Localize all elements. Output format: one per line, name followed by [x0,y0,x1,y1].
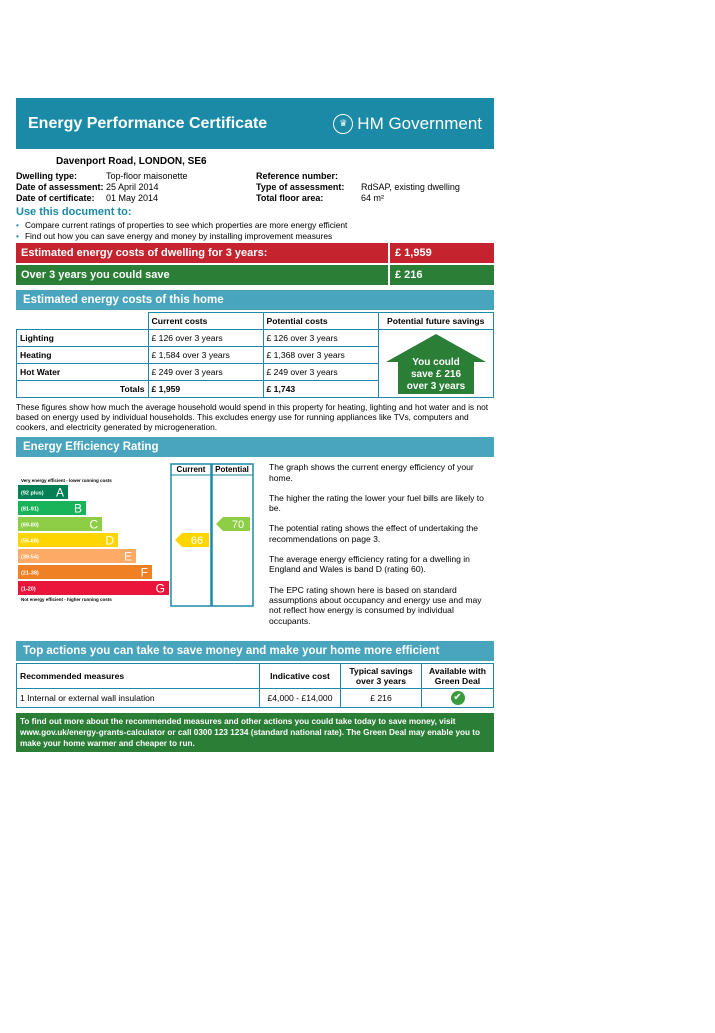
savings-header: Typical savings over 3 years [341,663,422,688]
hm-government-logo [333,114,482,134]
future-savings-header: Potential future savings [378,313,494,330]
costs-table [16,312,494,398]
measure-savings: £ 216 [341,688,422,707]
cost-header: Indicative cost [260,663,341,688]
assessment-date-label: Date of assessment: [16,182,104,192]
use-document-title: Use this document to: [16,206,132,218]
certificate-header [16,98,494,149]
estimated-costs-bar [16,243,494,263]
estimated-costs-label: Estimated energy costs of dwelling for 3 years: [16,243,388,263]
band-range: (81-91) [21,506,39,513]
potential-rating-value: 70 [231,519,245,532]
certificate-title: Energy Performance Certificate [28,114,268,132]
property-address: Davenport Road, LONDON, SE6 [56,156,207,167]
footer-note: To find out more about the recommended measures and other actions you could take today to save money, visit www.gov.uk/energy-grants-calculator or call 0300 123 1234 (standard national rate). The Green Deal may enable you to make your home warmer and cheaper to run. [16,713,494,752]
brand-name: HM Government [357,113,482,133]
list-item: • Find out how you can save energy and money by installing improvement measures [16,231,494,241]
measure-cost: £4,000 - £14,000 [260,688,341,707]
band-range: (69-80) [21,522,39,529]
band-range: (92 plus) [21,490,44,497]
epc-document [16,98,494,752]
certificate-date-value: 01 May 2014 [106,193,159,203]
band-letter: D [105,533,114,548]
potential-savings-value: £ 216 [390,265,494,285]
total-current: £ 1,959 [148,381,263,398]
assessment-type-value: RdSAP, existing dwelling [361,182,460,192]
dwelling-type-label: Dwelling type: [16,171,78,181]
band-letter: E [123,549,132,564]
costs-note: These figures show how much the average household would spend in this property for heating, lighting and hot water and is not based on energy used by individual households. This excludes energy use for running appliances like TVs, computers and cookers, and electricity generated by microgeneration. [16,402,489,433]
eer-paragraph: The higher the rating the lower your fuel bills are likely to be. [269,492,484,514]
totals-label: Totals [17,381,149,398]
savings-line-3: over 3 years [406,380,465,392]
table-row: Hot Water £ 249 over 3 years £ 249 over 3 years [17,364,494,381]
potential-savings-label: Over 3 years you could save [16,265,388,285]
list-item: • Compare current ratings of properties to see which properties are more energy efficient [16,220,494,230]
band-letter: B [73,501,82,516]
band-letter: G [155,581,165,596]
eer-paragraph: The average energy efficiency rating for a dwelling in England and Wales is band D (rating 60). [269,554,470,575]
potential-costs-header: Potential costs [263,313,378,330]
table-row: Heating £ 1,584 over 3 years £ 1,368 over 3 years [17,347,494,364]
potential-column-label: Potential [215,465,249,475]
bottom-caption: Not energy efficient - higher running costs [21,597,112,603]
eer-paragraph: The EPC rating shown here is based on standard assumptions about occupancy and energy use and may not reflect how energy is consumed by individual occupants. [269,584,482,626]
use-document-list [16,220,494,241]
costs-section-title: Estimated energy costs of this home [16,290,494,310]
potential-column [212,464,253,606]
assessment-type-label: Type of assessment: [256,182,345,192]
floor-area-label: Total floor area: [256,193,324,203]
dwelling-type-value: Top-floor maisonette [106,171,188,181]
reference-number-value [361,171,491,181]
eer-explanation [269,462,494,636]
current-rating-value: 66 [190,535,204,548]
measures-header: Recommended measures [17,663,260,688]
total-potential: £ 1,743 [263,381,378,398]
eer-block [16,462,494,636]
band-range: (39-54) [21,554,39,561]
potential-savings-bar [16,265,494,285]
royal-crest-icon: ♛ [333,114,353,134]
band-letter: F [140,565,148,580]
band-range: (55-68) [21,538,39,545]
actions-table [16,663,494,708]
savings-arrow-cell [378,330,494,398]
property-details [16,171,494,203]
energy-rating-chart [16,462,256,636]
eer-paragraph: The graph shows the current energy efficiency of your home. [269,462,474,483]
top-caption: Very energy efficient - lower running costs [21,478,112,484]
savings-line-1: You could [411,356,460,368]
table-row: Lighting £ 126 over 3 years £ 126 over 3 years You could save £ 216 over 3 years [17,330,494,347]
certificate-date-label: Date of certificate: [16,193,95,203]
assessment-date-value: 25 April 2014 [106,182,159,192]
actions-section-title: Top actions you can take to save money and make your home more efficient [16,641,494,661]
reference-number-label: Reference number: [256,171,339,181]
eer-paragraph: The potential rating shows the effect of undertaking the recommendations on page 3. [269,523,479,544]
savings-house-arrow-icon [386,334,486,394]
table-row [17,688,494,707]
band-range: (21-38) [21,570,39,577]
floor-area-value: 64 m² [361,193,385,203]
measure-name: 1 Internal or external wall insulation [17,688,260,707]
current-column-label: Current [176,465,206,475]
energy-rating-graph [16,462,256,607]
band-g [18,581,169,595]
green-deal-header: Available with Green Deal [422,663,494,688]
current-costs-header: Current costs [148,313,263,330]
check-icon: ✔ [451,691,465,705]
band-letter: C [89,517,98,532]
savings-line-2: save £ 216 [410,368,461,380]
eer-section-title: Energy Efficiency Rating [16,437,494,457]
estimated-costs-value: £ 1,959 [390,243,494,263]
band-letter: A [55,485,64,500]
band-range: (1-20) [21,586,36,593]
